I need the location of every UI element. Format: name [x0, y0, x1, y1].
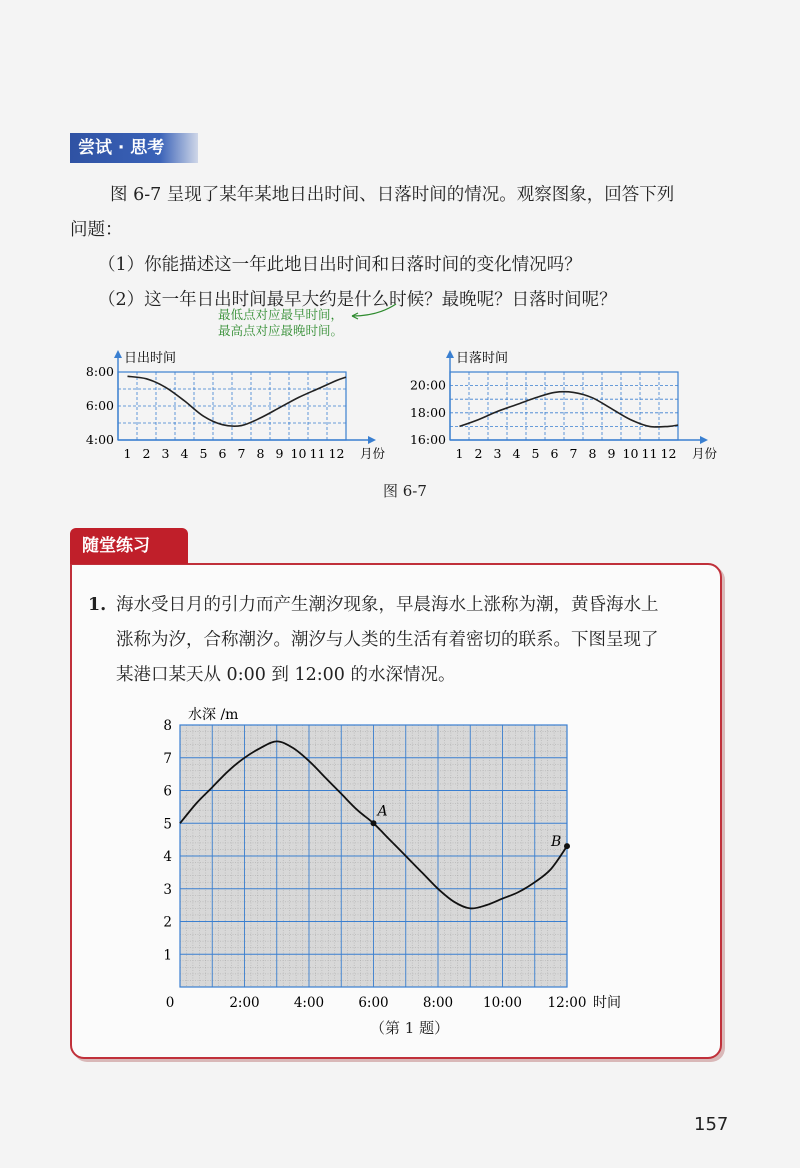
- y-tick-label: 4: [163, 849, 172, 865]
- page-number: 157: [694, 1114, 729, 1135]
- y-tick-label: 8:00: [85, 364, 114, 379]
- x-tick-label: 10: [290, 446, 307, 461]
- data-curve: [128, 376, 347, 426]
- figure-caption-problem-1: （第 1 题）: [370, 1019, 450, 1037]
- x-tick-label: 4: [180, 446, 189, 461]
- y-tick-label: 6: [163, 783, 172, 800]
- x-tick-label: 12: [660, 446, 677, 461]
- x-tick-label: 2: [142, 446, 151, 461]
- y-tick-label: 18:00: [409, 404, 446, 420]
- section-tab-practice: 随堂练习: [70, 528, 188, 564]
- y-tick-label: 7: [163, 750, 172, 767]
- x-axis-title: 时间: [593, 995, 621, 1011]
- question-2: （2）这一年日出时间最早大约是什么时候？最晚呢？日落时间呢？: [98, 290, 617, 310]
- x-tick-label: 4: [512, 446, 521, 461]
- data-curve: [460, 392, 679, 427]
- x-tick-label: 7: [237, 446, 246, 461]
- y-tick-label: 1: [163, 947, 172, 964]
- y-tick-label: 4:00: [85, 432, 114, 447]
- problem-text-line3: 某港口某天从 0:00 到 12:00 的水深情况。: [116, 665, 456, 685]
- x-axis-title: 月份: [360, 446, 386, 461]
- x-tick-label: 3: [493, 446, 502, 461]
- x-tick-label: 10:00: [483, 995, 522, 1011]
- question-1: （1）你能描述这一年此地日出时间和日落时间的变化情况吗？: [98, 255, 582, 275]
- x-tick-label: 6:00: [358, 995, 389, 1011]
- x-axis-arrow: [700, 436, 708, 444]
- problem-text-line2: 涨称为汐，合称潮汐。潮汐与人类的生活有着密切的联系。下图呈现了: [116, 630, 659, 650]
- x-tick-label: 2: [474, 446, 483, 461]
- point-A: [371, 820, 377, 826]
- hint-note-line1: 最低点对应最早时间，: [218, 307, 344, 322]
- y-tick-label: 2: [163, 914, 172, 931]
- y-tick-label: 5: [163, 816, 172, 833]
- y-axis-title: 日出时间: [124, 351, 177, 366]
- x-tick-label: 8: [256, 446, 265, 461]
- x-tick-label: 4:00: [293, 995, 325, 1011]
- x-tick-label: 9: [275, 446, 284, 461]
- sunrise-chart: [80, 340, 390, 470]
- intro-text-line1: 图 6-7 呈现了某年某地日出时间、日落时间的情况。观察图象，回答下列: [110, 185, 675, 205]
- figure-caption-6-7: 图 6-7: [383, 482, 427, 500]
- y-tick-label: 8: [163, 718, 172, 734]
- x-tick-label: 12:00: [547, 995, 587, 1011]
- x-tick-label: 6: [218, 446, 227, 461]
- y-axis-arrow: [446, 350, 454, 358]
- y-tick-label: 6:00: [85, 398, 114, 413]
- y-tick-label: 16:00: [409, 432, 446, 447]
- x-tick-label: 12: [328, 446, 345, 461]
- point-B: [564, 843, 570, 849]
- hint-note-line2: 最高点对应最晚时间。: [218, 323, 344, 338]
- y-axis-arrow: [114, 350, 122, 358]
- x-tick-label: 11: [309, 446, 326, 461]
- point-label-A: A: [377, 803, 388, 820]
- x-tick-label: 0: [165, 995, 175, 1011]
- x-tick-label: 11: [641, 446, 658, 461]
- section-banner-try-think: 尝试 · 思考: [70, 133, 198, 163]
- sunset-chart: [400, 340, 730, 470]
- intro-text-line2: 问题：: [70, 220, 123, 240]
- problem-number: 1.: [88, 595, 107, 615]
- y-axis-title: 水深 /m: [188, 707, 239, 723]
- y-tick-label: 3: [163, 881, 172, 898]
- x-tick-label: 2:00: [229, 995, 260, 1011]
- y-tick-label: 20:00: [409, 377, 446, 393]
- hint-arrow: [348, 300, 408, 322]
- x-axis-title: 月份: [692, 446, 718, 461]
- x-tick-label: 6: [550, 446, 559, 461]
- y-axis-title: 日落时间: [456, 351, 509, 366]
- problem-text-line1: 海水受日月的引力而产生潮汐现象，早晨海水上涨称为潮，黄昏海水上: [116, 595, 659, 615]
- x-tick-label: 5: [531, 446, 540, 461]
- x-tick-label: 9: [607, 446, 616, 461]
- x-tick-label: 5: [199, 446, 208, 461]
- x-tick-label: 1: [123, 446, 132, 461]
- x-tick-label: 1: [455, 446, 464, 461]
- x-tick-label: 10: [622, 446, 639, 461]
- x-tick-label: 8: [588, 446, 597, 461]
- tide-depth-chart: [150, 700, 640, 1020]
- x-axis-arrow: [368, 436, 376, 444]
- point-label-B: B: [551, 834, 562, 851]
- x-tick-label: 3: [161, 446, 170, 461]
- x-tick-label: 7: [569, 446, 578, 461]
- x-tick-label: 8:00: [422, 995, 454, 1011]
